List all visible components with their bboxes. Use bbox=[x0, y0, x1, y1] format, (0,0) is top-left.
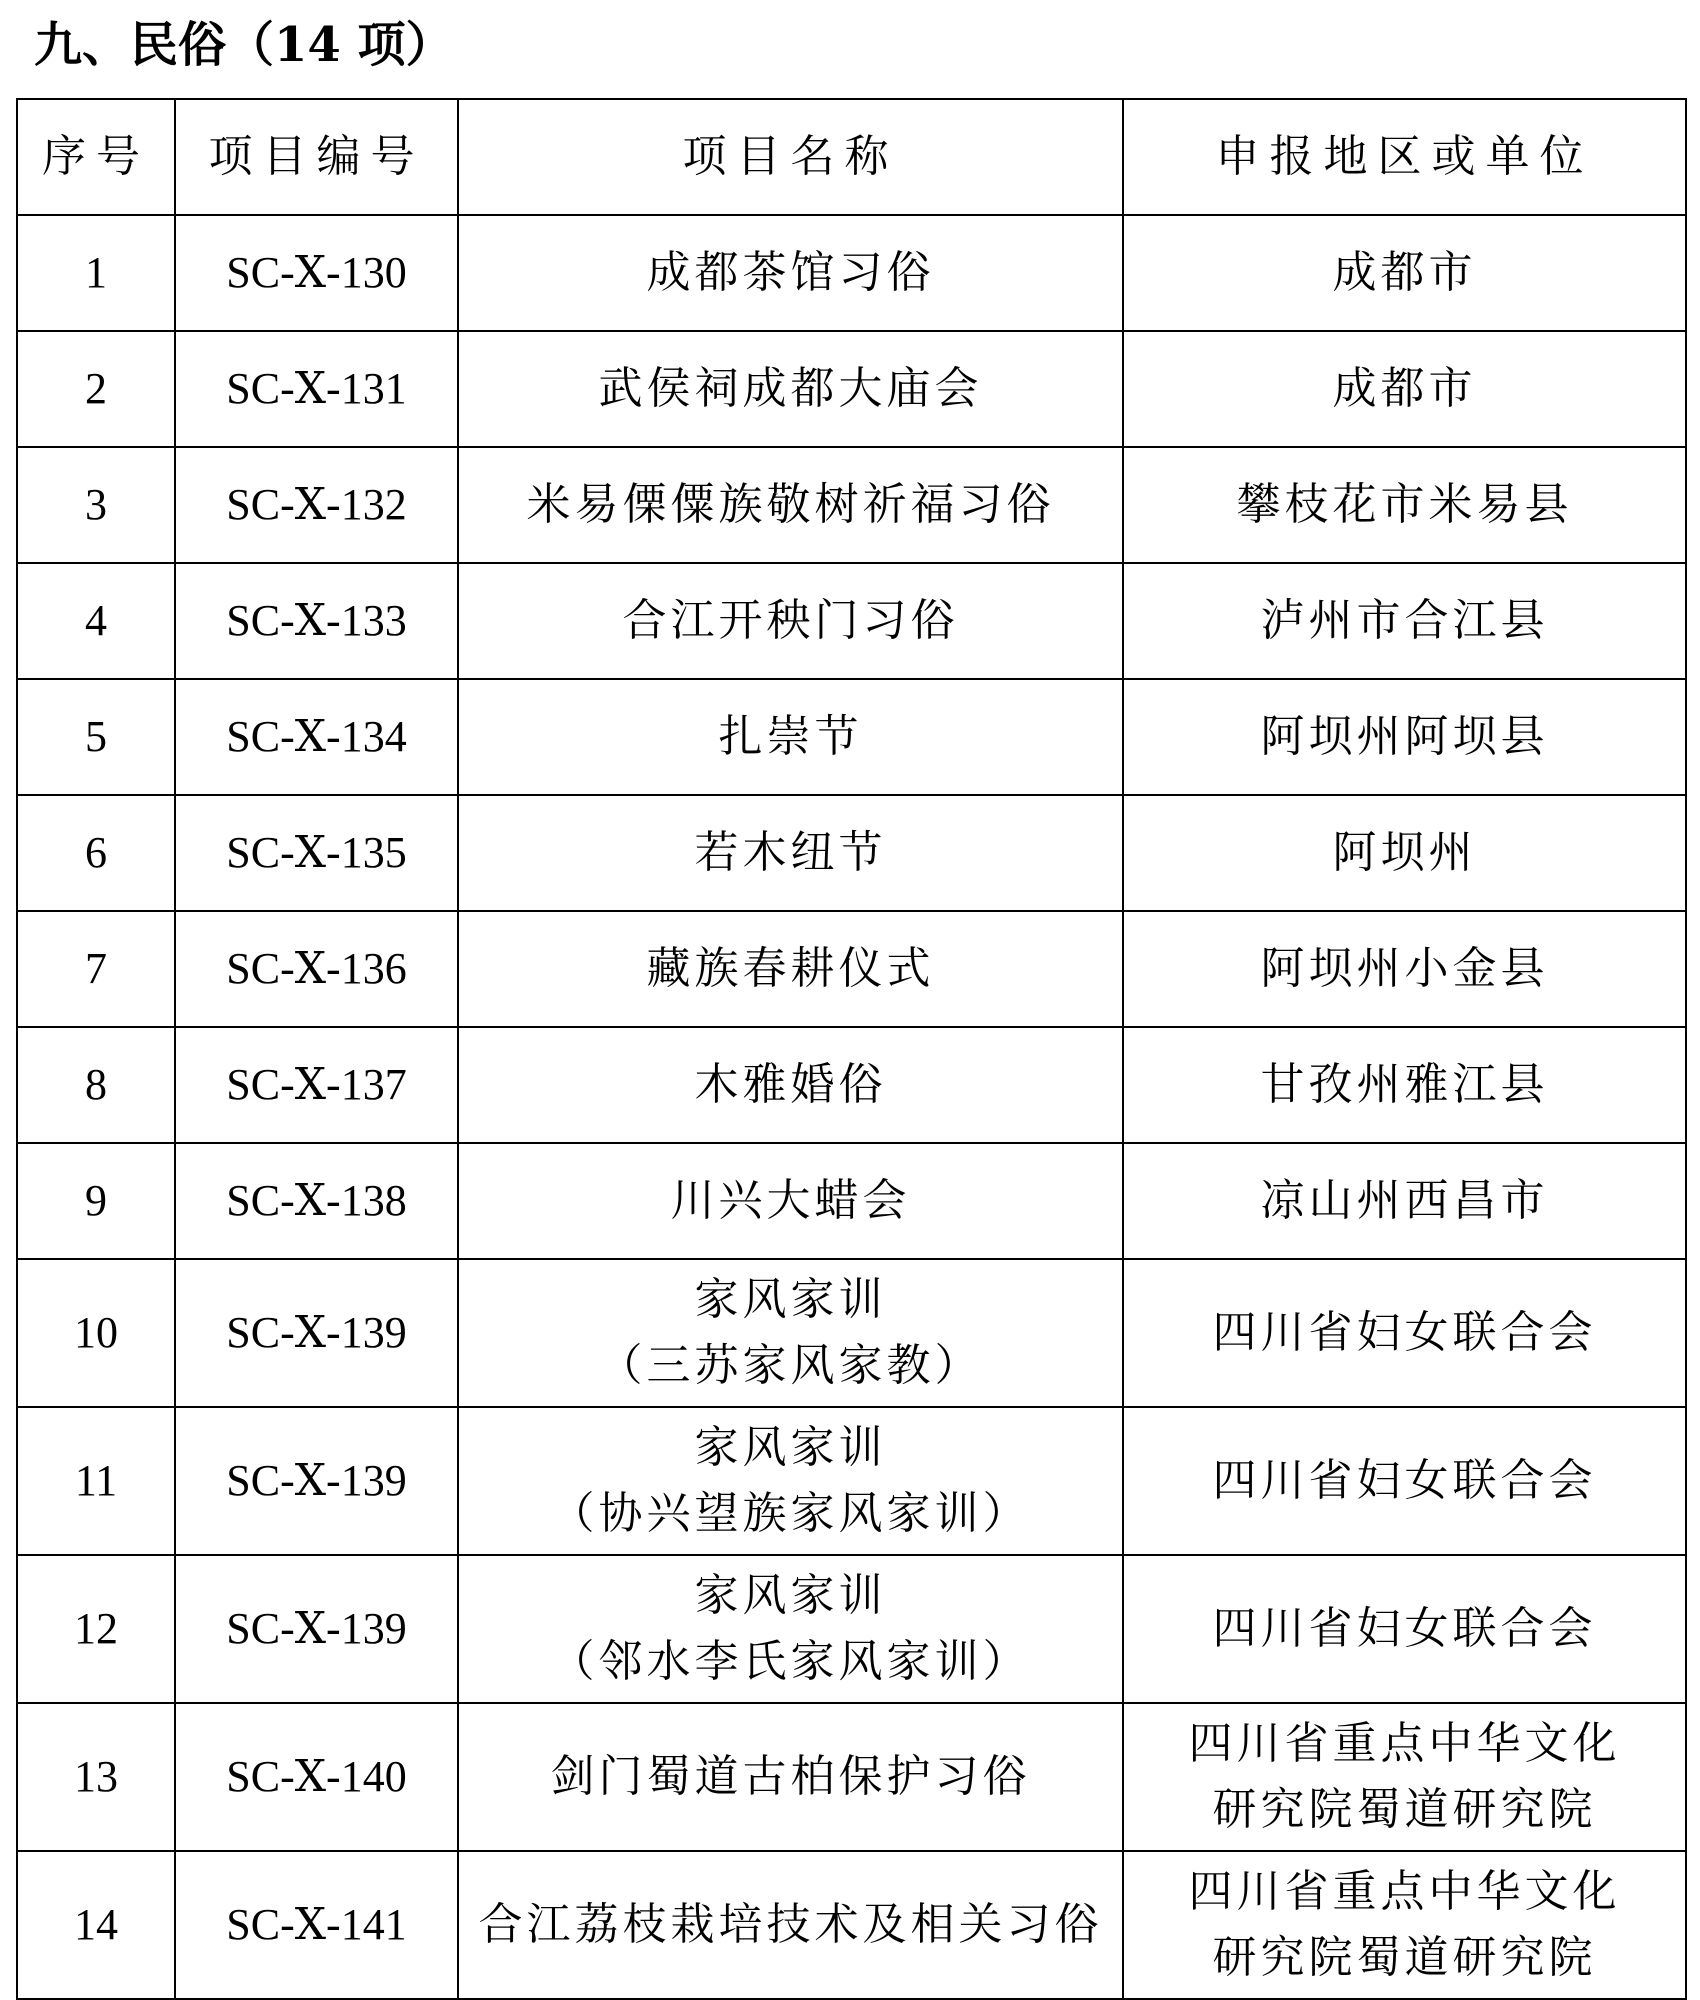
cell-region-line: 阿坝州 bbox=[1332, 827, 1477, 878]
cell-code: SC-Ⅹ-138 bbox=[175, 1143, 458, 1259]
cell-region bbox=[1123, 215, 1686, 331]
cell-serial: 8 bbox=[17, 1027, 175, 1143]
table-row bbox=[17, 1851, 1686, 1999]
cell-name bbox=[458, 1143, 1123, 1259]
cell-region bbox=[1123, 447, 1686, 563]
cell-region bbox=[1123, 679, 1686, 795]
column-header-region: 申报地区或单位 bbox=[1123, 99, 1686, 215]
cell-region bbox=[1123, 1851, 1686, 1999]
cell-region bbox=[1123, 563, 1686, 679]
cell-name bbox=[458, 1027, 1123, 1143]
table-row bbox=[17, 563, 1686, 679]
cell-serial: 4 bbox=[17, 563, 175, 679]
cell-serial: 11 bbox=[17, 1407, 175, 1555]
cell-region bbox=[1123, 1703, 1686, 1851]
cell-serial: 3 bbox=[17, 447, 175, 563]
cell-code: SC-Ⅹ-141 bbox=[175, 1851, 458, 1999]
column-header-code: 项目编号 bbox=[175, 99, 458, 215]
cell-code: SC-Ⅹ-136 bbox=[175, 911, 458, 1027]
cell-code: SC-Ⅹ-130 bbox=[175, 215, 458, 331]
cell-name bbox=[458, 911, 1123, 1027]
table-body bbox=[17, 215, 1686, 1999]
cell-code: SC-Ⅹ-131 bbox=[175, 331, 458, 447]
cell-name bbox=[458, 1851, 1123, 1999]
cell-region bbox=[1123, 795, 1686, 911]
cell-region bbox=[1123, 1143, 1686, 1259]
cell-code: SC-Ⅹ-137 bbox=[175, 1027, 458, 1143]
table-row bbox=[17, 1555, 1686, 1703]
cell-serial: 6 bbox=[17, 795, 175, 911]
cell-serial: 1 bbox=[17, 215, 175, 331]
cell-name bbox=[458, 215, 1123, 331]
cell-name bbox=[458, 331, 1123, 447]
header-row bbox=[17, 99, 1686, 215]
cell-serial: 13 bbox=[17, 1703, 175, 1851]
cell-region-line: 阿坝州阿坝县 bbox=[1260, 711, 1549, 762]
table-row bbox=[17, 331, 1686, 447]
cell-name-line: （邻水李氏家风家训） bbox=[550, 1636, 1031, 1687]
cell-name bbox=[458, 447, 1123, 563]
cell-region-line: 成都市 bbox=[1332, 363, 1477, 414]
cell-name bbox=[458, 1407, 1123, 1555]
cell-serial: 14 bbox=[17, 1851, 175, 1999]
cell-name-line: 成都茶馆习俗 bbox=[646, 247, 935, 298]
cell-region bbox=[1123, 1555, 1686, 1703]
cell-serial: 12 bbox=[17, 1555, 175, 1703]
cell-region-line: 攀枝花市米易县 bbox=[1236, 479, 1573, 530]
cell-region-line: 四川省妇女联合会 bbox=[1212, 1603, 1597, 1654]
cell-name-line: 米易傈僳族敬树祈福习俗 bbox=[526, 479, 1055, 530]
cell-serial: 9 bbox=[17, 1143, 175, 1259]
cell-name-line: 家风家训 bbox=[694, 1422, 887, 1473]
table-row bbox=[17, 795, 1686, 911]
cell-name-line: （协兴望族家风家训） bbox=[550, 1488, 1031, 1539]
cell-name bbox=[458, 679, 1123, 795]
cell-region-line: 四川省重点中华文化 bbox=[1188, 1866, 1621, 1917]
cell-serial: 7 bbox=[17, 911, 175, 1027]
cell-serial: 10 bbox=[17, 1259, 175, 1407]
cell-name bbox=[458, 795, 1123, 911]
cell-name-line: 合江开秧门习俗 bbox=[622, 595, 959, 646]
cell-name-line: 剑门蜀道古柏保护习俗 bbox=[550, 1751, 1031, 1802]
cell-code: SC-Ⅹ-132 bbox=[175, 447, 458, 563]
cell-name-line: 武侯祠成都大庙会 bbox=[598, 363, 983, 414]
cell-name-line: 家风家训 bbox=[694, 1570, 887, 1621]
cell-name bbox=[458, 563, 1123, 679]
cell-region-line: 阿坝州小金县 bbox=[1260, 943, 1549, 994]
table-row bbox=[17, 1143, 1686, 1259]
cell-code: SC-Ⅹ-133 bbox=[175, 563, 458, 679]
table-row bbox=[17, 1027, 1686, 1143]
cell-code: SC-Ⅹ-139 bbox=[175, 1555, 458, 1703]
cell-region bbox=[1123, 331, 1686, 447]
cell-region-line: 四川省妇女联合会 bbox=[1212, 1307, 1597, 1358]
cell-name-line: 藏族春耕仪式 bbox=[646, 943, 935, 994]
cell-region bbox=[1123, 911, 1686, 1027]
cell-name-line: 木雅婚俗 bbox=[694, 1059, 887, 1110]
heritage-table bbox=[16, 98, 1687, 2000]
table-row bbox=[17, 1703, 1686, 1851]
table-row bbox=[17, 447, 1686, 563]
cell-code: SC-Ⅹ-134 bbox=[175, 679, 458, 795]
cell-region-line: 甘孜州雅江县 bbox=[1260, 1059, 1549, 1110]
cell-name bbox=[458, 1259, 1123, 1407]
cell-region-line: 泸州市合江县 bbox=[1260, 595, 1549, 646]
cell-name-line: 扎崇节 bbox=[718, 711, 863, 762]
cell-region-line: 凉山州西昌市 bbox=[1260, 1175, 1549, 1226]
cell-region bbox=[1123, 1259, 1686, 1407]
cell-code: SC-Ⅹ-139 bbox=[175, 1407, 458, 1555]
table-row bbox=[17, 1407, 1686, 1555]
cell-name bbox=[458, 1555, 1123, 1703]
column-header-name: 项目名称 bbox=[458, 99, 1123, 215]
cell-serial: 2 bbox=[17, 331, 175, 447]
cell-name bbox=[458, 1703, 1123, 1851]
cell-name-line: 川兴大蜡会 bbox=[670, 1175, 911, 1226]
cell-code: SC-Ⅹ-139 bbox=[175, 1259, 458, 1407]
cell-name-line: 若木纽节 bbox=[694, 827, 887, 878]
cell-region-line: 四川省重点中华文化 bbox=[1188, 1718, 1621, 1769]
cell-region bbox=[1123, 1027, 1686, 1143]
table-row bbox=[17, 215, 1686, 331]
table-row bbox=[17, 1259, 1686, 1407]
cell-name-line: （三苏家风家教） bbox=[598, 1340, 983, 1391]
table-row bbox=[17, 911, 1686, 1027]
cell-name-line: 家风家训 bbox=[694, 1274, 887, 1325]
cell-serial: 5 bbox=[17, 679, 175, 795]
cell-region-line: 研究院蜀道研究院 bbox=[1212, 1784, 1597, 1835]
cell-region bbox=[1123, 1407, 1686, 1555]
cell-region-line: 研究院蜀道研究院 bbox=[1212, 1932, 1597, 1983]
cell-name-line: 合江荔枝栽培技术及相关习俗 bbox=[478, 1899, 1103, 1950]
cell-code: SC-Ⅹ-140 bbox=[175, 1703, 458, 1851]
cell-region-line: 成都市 bbox=[1332, 247, 1477, 298]
cell-region-line: 四川省妇女联合会 bbox=[1212, 1455, 1597, 1506]
cell-code: SC-Ⅹ-135 bbox=[175, 795, 458, 911]
section-heading: 九、民俗（14 项） bbox=[34, 17, 454, 73]
table-row bbox=[17, 679, 1686, 795]
column-header-serial: 序号 bbox=[17, 99, 175, 215]
